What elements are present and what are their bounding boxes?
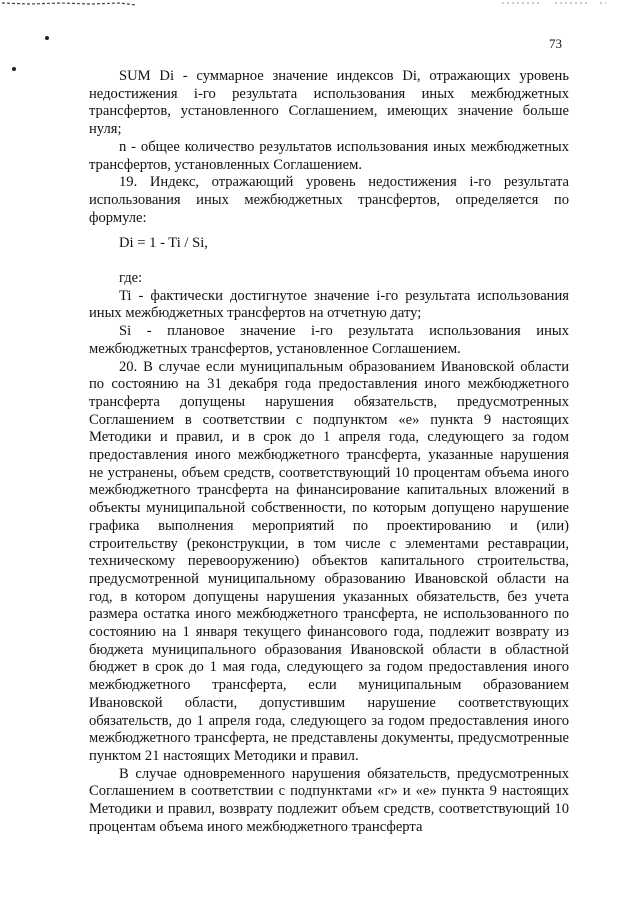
scan-dot-upper [45, 36, 49, 40]
formula: Di = 1 - Ti / Si, [119, 235, 208, 251]
si-definition: Si - плановое значение i-го результата использования иных межбюджетных трансфертов, установленное Соглашением. [89, 323, 569, 357]
page-number: 73 [549, 36, 562, 51]
document-body [89, 68, 569, 227]
sum-definition: SUM Di - суммарное значение индексов Di, отражающих уровень недостижения i-го результата использования иных межбюджетных трансфертов, установленного Соглашением, имеющих значение больше нуля; [89, 68, 569, 138]
ti-definition: Ti - фактически достигнутое значение i-го результата использования иных межбюджетных трансфертов на отчетную дату; [89, 287, 569, 322]
n-definition: n - общее количество результатов использования иных межбюджетных трансфертов, установленных Соглашением. [89, 138, 569, 173]
definitions-block [89, 270, 569, 837]
paragraph-19: 19. Индекс, отражающий уровень недостижения i-го результата использования иных межбюджетных трансфертов, определяется по формуле: [89, 174, 569, 226]
where-label: где: [119, 270, 143, 286]
formula-block [89, 235, 569, 253]
scan-noise-top-left [0, 0, 140, 8]
paragraph-20: 20. В случае если муниципальным образованием Ивановской области по состоянию на 31 декабря года предоставления иного межбюджетного трансферта допущены нарушения обязательств, предусмотренных Соглашением в соответствии с подпунктом «е» пункта 9 настоящих Методики и правил, и в срок до 1 апреля года, следующего за годом предоставления иного межбюджетного трансферта, указанные нарушения не устранены, объем средств, соответствующий 10 процентам объема иного межбюджетного трансферта на финансирование капитальных вложений в объекты муниципальной собственности, по которым допущено нарушение графика выполнения мероприятий по проектированию и (или) строительству (реконструкции, в том числе с элементами реставрации, техническому перевооружению) объектов капитального строительства, предусмотренной муниципальному образованию Ивановской области на год, в котором допущены нарушения указанных обязательств, без учета размера остатка иного межбюджетного трансферта, не использованного по состоянию на 1 января текущего финансового года, подлежит возврату из бюджета муниципального образования Ивановской области в областной бюджет в срок до 1 мая года, следующего за годом предоставления иного межбюджетного трансферта, если муниципальным образованием Ивановской области, допустившим нарушение соответствующих обязательств, до 1 апреля года, следующего за годом предоставления иного межбюджетного трансферта, не представлены документы, предусмотренные пунктом 21 настоящих Методики и правил. [89, 358, 569, 764]
scan-noise-top-right [500, 0, 610, 6]
paragraph-20-continuation: В случае одновременного нарушения обязательств, предусмотренных Соглашением в соответствии с подпунктами «г» и «е» пункта 9 настоящих Методики и правил, возврату подлежит объем средств, соответствующий 10 процентам объема иного межбюджетного трансферта [89, 765, 569, 835]
scan-dot-lower [12, 67, 16, 71]
